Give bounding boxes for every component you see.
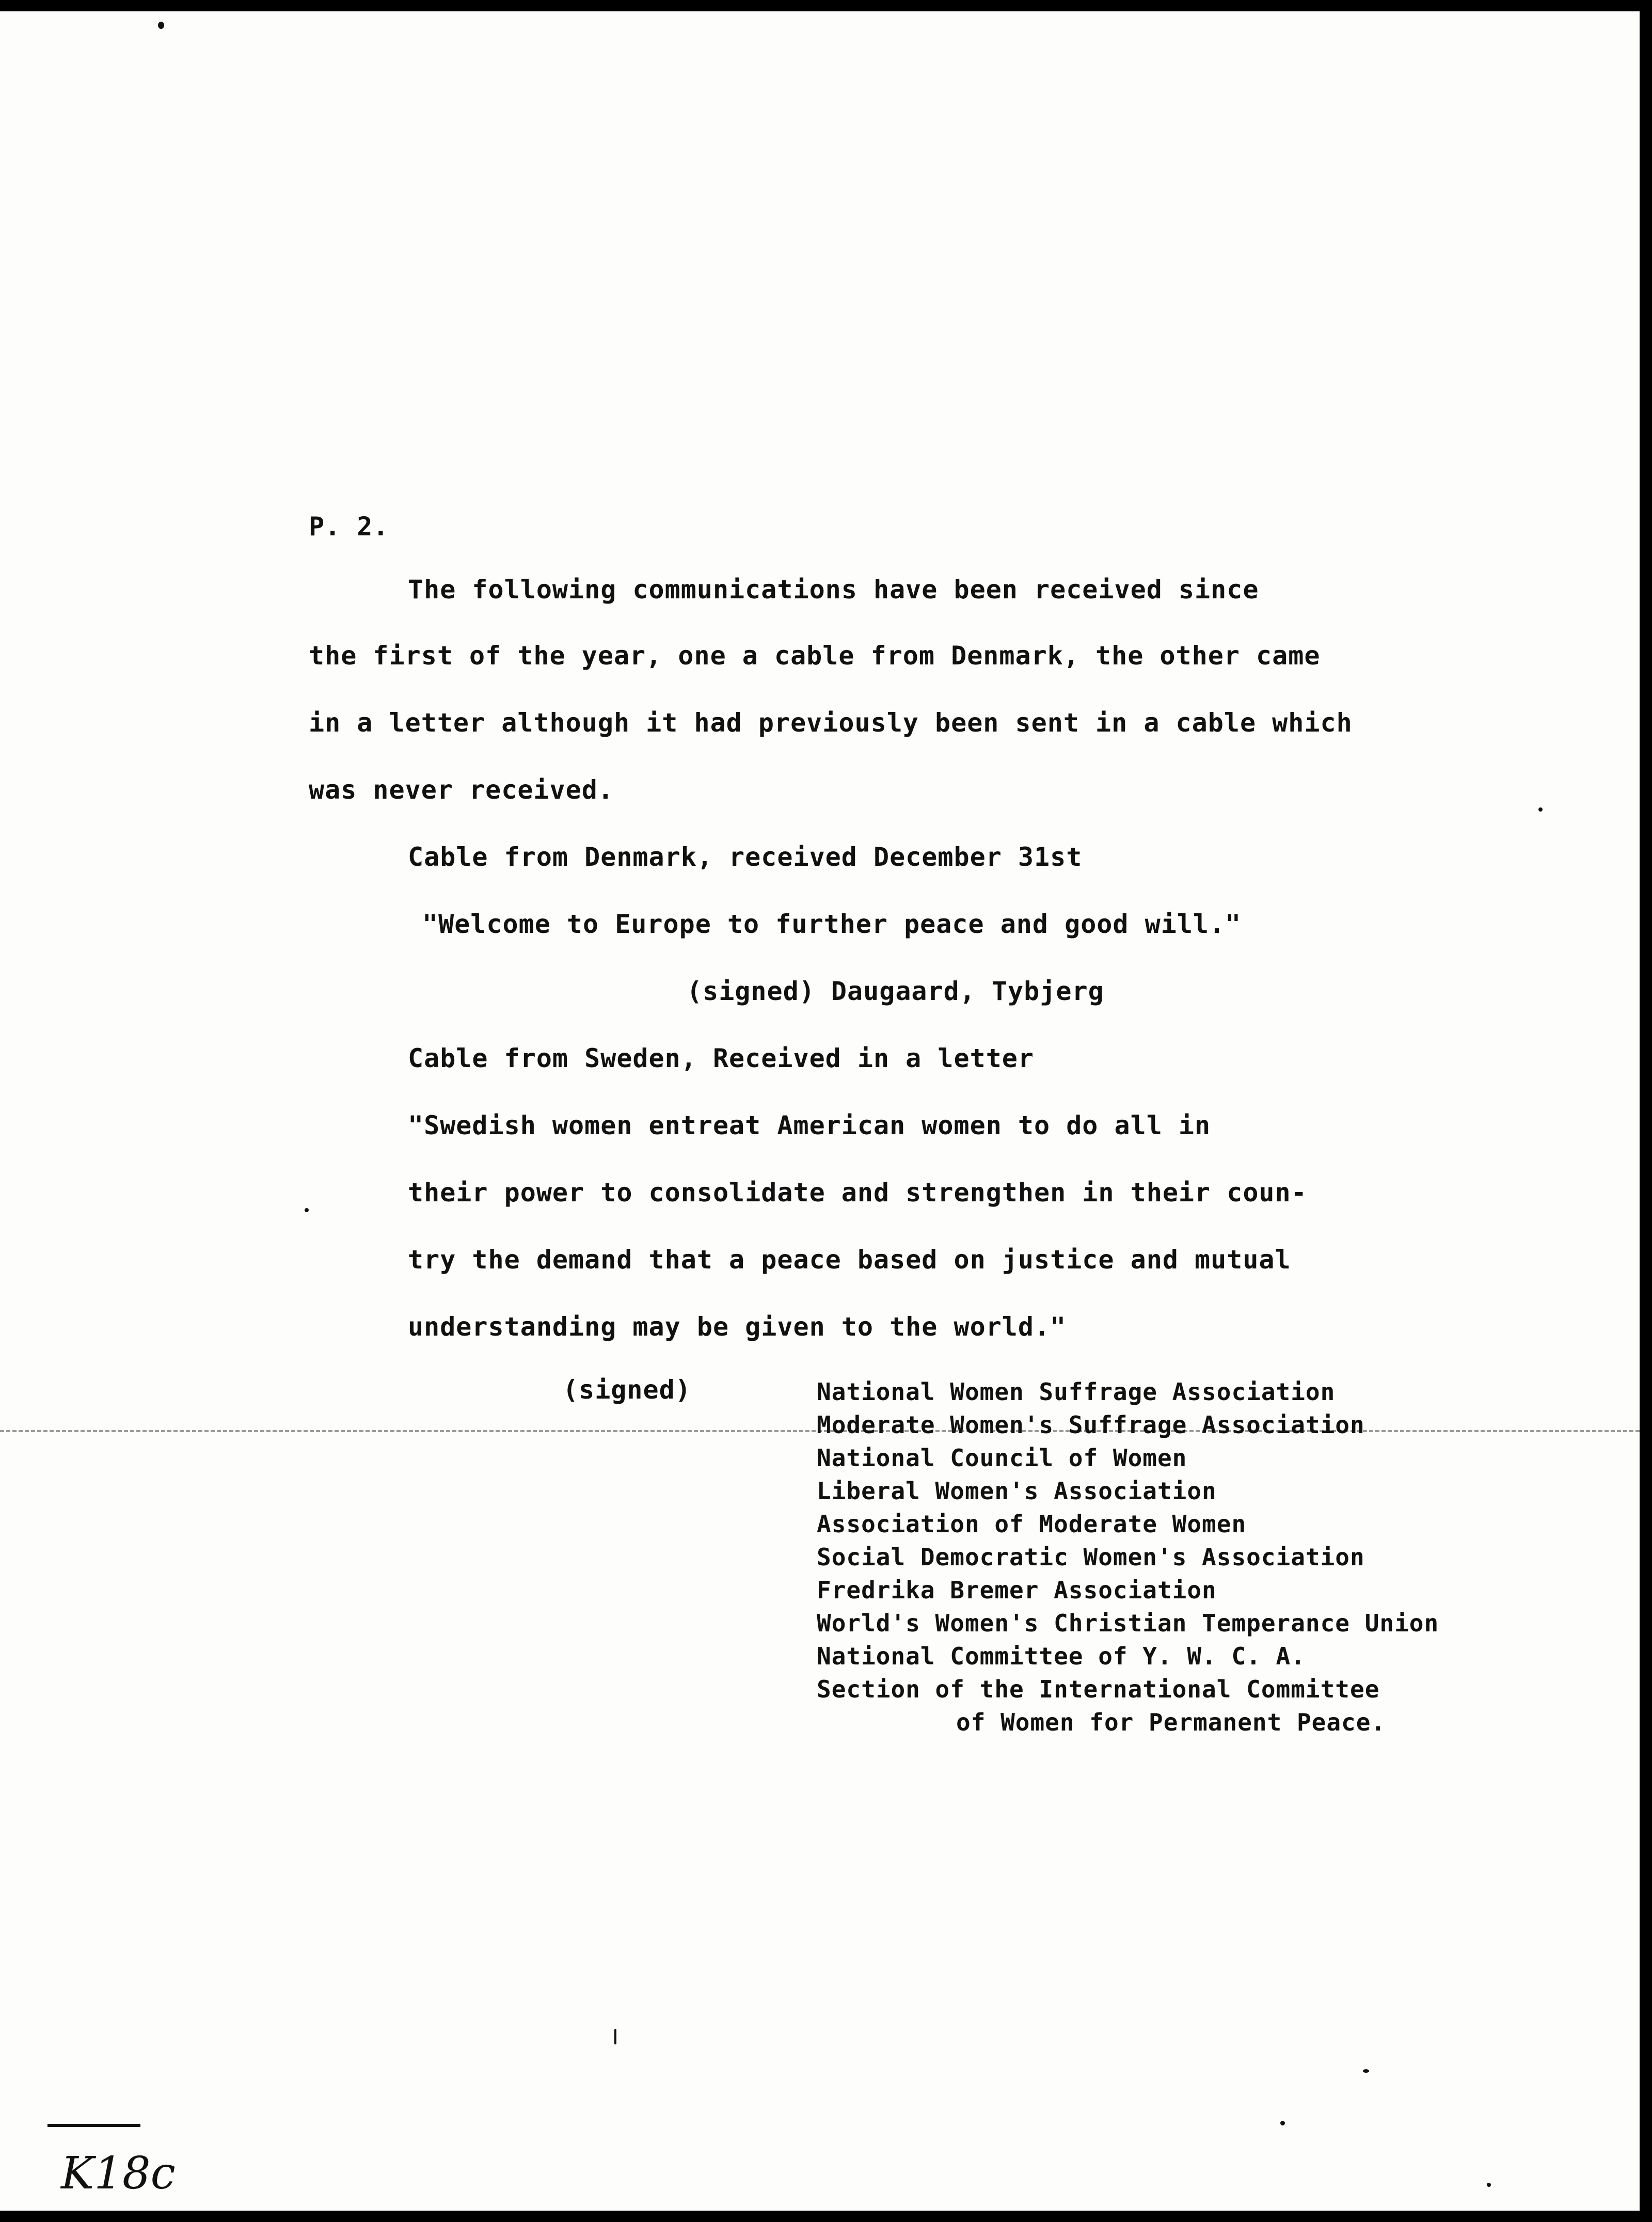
cable-denmark-signed: (signed) Daugaard, Tybjerg (687, 976, 1104, 1006)
cable-sweden-quote-4: understanding may be given to the world." (408, 1312, 1067, 1342)
paper-speck (158, 22, 164, 29)
signatory: Moderate Women's Suffrage Association (817, 1411, 1365, 1439)
signatory: Association of Moderate Women (817, 1510, 1247, 1538)
signatory: Section of the International Committee (817, 1675, 1380, 1703)
signatory: Fredrika Bremer Association (817, 1576, 1217, 1604)
page-label: P. 2. (309, 512, 389, 542)
cable-sweden-heading: Cable from Sweden, Received in a letter (408, 1043, 1034, 1073)
intro-line-4: was never received. (309, 775, 614, 805)
signatory: National Women Suffrage Association (817, 1378, 1336, 1406)
intro-line-2: the first of the year, one a cable from Denmark, the other came (309, 641, 1321, 671)
cable-sweden-quote-1: "Swedish women entreat American women to do all in (408, 1110, 1211, 1140)
signed-label: (signed) (563, 1375, 691, 1405)
paper-speck (305, 1208, 309, 1212)
signatory: National Council of Women (817, 1444, 1187, 1472)
signatory: Liberal Women's Association (817, 1477, 1217, 1505)
signatory: Social Democratic Women's Association (817, 1543, 1365, 1571)
handwritten-note: K18c (61, 2148, 176, 2199)
document-page (0, 11, 1640, 2211)
paper-speck (1538, 807, 1543, 812)
cable-denmark-heading: Cable from Denmark, received December 31st (408, 842, 1083, 872)
intro-line-1: The following communications have been received since (408, 575, 1259, 605)
signatory: World's Women's Christian Temperance Union (817, 1609, 1439, 1637)
cable-sweden-quote-2: their power to consolidate and strengthen in their coun- (408, 1178, 1307, 1208)
paper-speck (1363, 2069, 1369, 2073)
signatory: National Committee of Y. W. C. A. (817, 1642, 1306, 1670)
cable-sweden-quote-3: try the demand that a peace based on justice and mutual (408, 1245, 1291, 1275)
handwritten-underline (47, 2124, 140, 2127)
signatory: of Women for Permanent Peace. (956, 1708, 1386, 1736)
paper-speck (1280, 2121, 1285, 2125)
paper-speck (614, 2029, 616, 2044)
intro-line-3: in a letter although it had previously been sent in a cable which (309, 708, 1353, 738)
cable-denmark-quote: "Welcome to Europe to further peace and good will." (422, 909, 1242, 939)
paper-speck (1487, 2183, 1491, 2187)
